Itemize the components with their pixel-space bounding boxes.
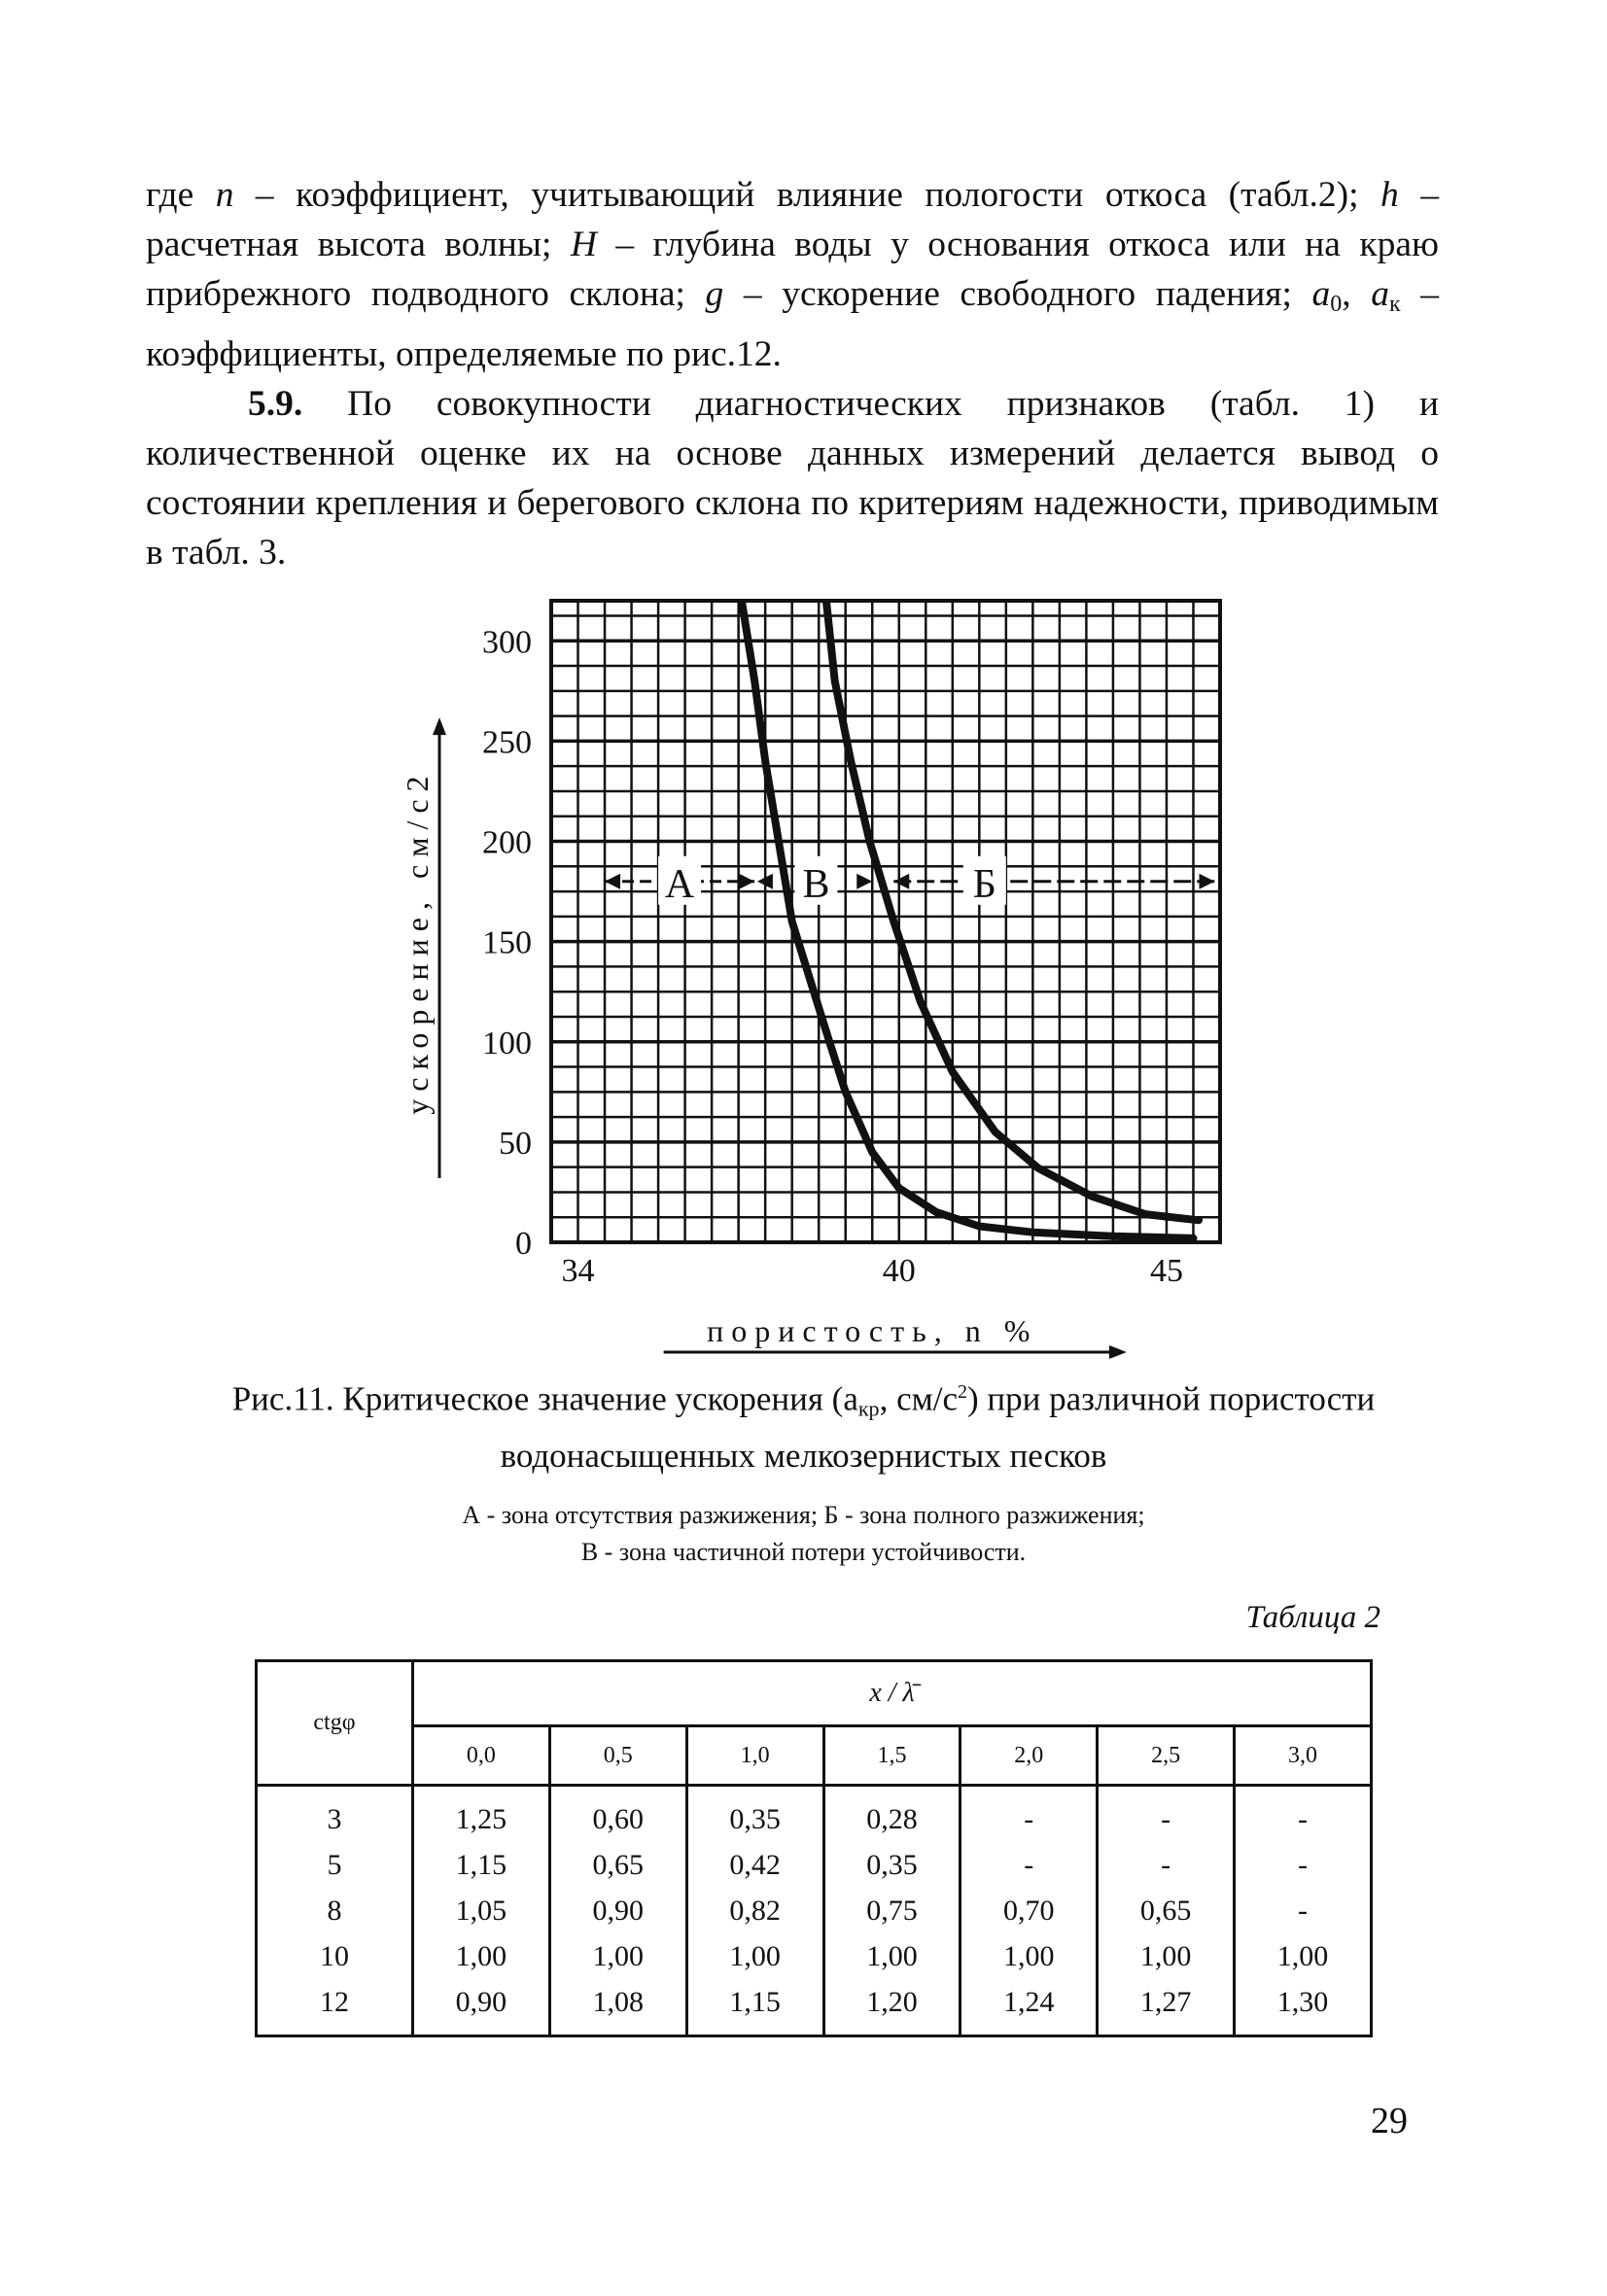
table-row xyxy=(257,1842,1372,1888)
paragraph-5-9-text: По совокупности диагностических признаков (табл. 1) и количественной оценке их на основе данных измерений делается вывод о состоянии крепления и берегового склона по критериям надежности, приводимым в табл. 3. xyxy=(146,384,1439,573)
zone-arrowhead xyxy=(739,874,754,889)
group-header: x / λ̄ xyxy=(413,1661,1372,1726)
row-label: 10 xyxy=(257,1933,413,1979)
table-cell: 1,15 xyxy=(686,1979,823,2036)
table-cell: 1,00 xyxy=(686,1933,823,1979)
zone-arrowhead xyxy=(1199,874,1214,889)
table-cell: 1,20 xyxy=(823,1979,961,2036)
table-cell: 0,60 xyxy=(549,1786,686,1843)
y-tick-label: 250 xyxy=(482,724,532,761)
table-row xyxy=(257,1979,1372,2036)
var-a0-sub: 0 xyxy=(1330,292,1343,317)
table-cell: 1,24 xyxy=(961,1979,1098,2036)
table-cell: 1,00 xyxy=(823,1933,961,1979)
table-cell: 0,42 xyxy=(686,1842,823,1888)
x-tick-label: 40 xyxy=(882,1253,916,1289)
text-run: – ускорение свободного падения; xyxy=(723,274,1312,314)
table-row xyxy=(257,1933,1372,1979)
column-header: 2,0 xyxy=(961,1726,1098,1786)
chart-svg xyxy=(369,583,1225,1348)
table-cell: 1,00 xyxy=(413,1933,550,1979)
column-header: 0,5 xyxy=(549,1726,686,1786)
table-row xyxy=(257,1888,1372,1933)
row-label: 3 xyxy=(257,1786,413,1843)
table-cell: 0,75 xyxy=(823,1888,961,1933)
table-cell: - xyxy=(1235,1888,1372,1933)
caption-legend-line2: В - зона частичной потери устойчивости. xyxy=(580,1537,1027,1566)
y-tick-label: 300 xyxy=(482,624,532,661)
table-cell: - xyxy=(1235,1842,1372,1888)
table-cell: 0,28 xyxy=(823,1786,961,1843)
table-cell: 0,65 xyxy=(1098,1888,1235,1933)
table-cell: 0,82 xyxy=(686,1888,823,1933)
row-header: ctgφ xyxy=(257,1661,413,1786)
var-ak-sub: к xyxy=(1389,292,1401,317)
table-cell: 0,35 xyxy=(823,1842,961,1888)
table-cell: 0,65 xyxy=(549,1842,686,1888)
caption-legend xyxy=(194,1497,1413,1571)
x-axis-label: пористость, n % xyxy=(707,1313,1038,1348)
table-cell: 1,00 xyxy=(961,1933,1098,1979)
zone-arrowhead xyxy=(856,874,872,889)
table-cell: 1,25 xyxy=(413,1786,550,1843)
y-tick-label: 0 xyxy=(515,1226,532,1262)
text-run: – глубина воды у основания откоса или на краю прибрежного подводного склона; xyxy=(146,225,1439,314)
row-label: 12 xyxy=(257,1979,413,2036)
table-cell: 0,70 xyxy=(961,1888,1098,1933)
text-run: где xyxy=(146,175,216,215)
critical-acceleration-curve xyxy=(824,580,1199,1220)
x-axis-arrowhead xyxy=(1109,1345,1127,1359)
figure-11-chart xyxy=(369,583,1225,1348)
figure-caption xyxy=(194,1369,1413,1571)
zone-b-label: Б xyxy=(972,861,996,907)
table-cell: - xyxy=(961,1842,1098,1888)
page-number: 29 xyxy=(1371,2101,1408,2141)
table-cell: - xyxy=(1098,1786,1235,1843)
var-H: H xyxy=(570,225,597,264)
y-axis-arrowhead xyxy=(433,717,446,735)
section-number: 5.9. xyxy=(248,384,303,424)
y-axis-label: ускорение, см/с2 xyxy=(400,768,435,1115)
table-title: Таблица 2 xyxy=(1245,1600,1380,1635)
row-label: 8 xyxy=(257,1888,413,1933)
var-n: n xyxy=(215,175,234,215)
y-tick-label: 200 xyxy=(482,824,532,861)
y-tick-label: 50 xyxy=(499,1125,532,1162)
column-header: 3,0 xyxy=(1235,1726,1372,1786)
text-run: , xyxy=(1342,274,1372,314)
table-cell: 1,05 xyxy=(413,1888,550,1933)
caption-legend-line1: А - зона отсутствия разжижения; Б - зона полного разжижения; xyxy=(462,1500,1145,1529)
column-header: 1,5 xyxy=(823,1726,961,1786)
table-cell: 0,35 xyxy=(686,1786,823,1843)
zone-a-label: А xyxy=(664,861,695,907)
x-tick-label: 45 xyxy=(1149,1253,1183,1289)
column-header: 0,0 xyxy=(413,1726,550,1786)
row-label: 5 xyxy=(257,1842,413,1888)
table-cell: - xyxy=(961,1786,1098,1843)
table-cell: 1,00 xyxy=(1235,1933,1372,1979)
var-a0: a xyxy=(1311,274,1331,314)
y-tick-label: 100 xyxy=(482,1025,532,1061)
table-row xyxy=(257,1786,1372,1843)
paragraph-definitions xyxy=(146,170,1439,577)
table-cell: - xyxy=(1235,1786,1372,1843)
var-g: g xyxy=(705,274,724,314)
table-cell: 1,08 xyxy=(549,1979,686,2036)
plot-frame xyxy=(551,601,1220,1242)
table-cell: 0,90 xyxy=(549,1888,686,1933)
text-run: – коэффициенты, определяемые по рис.12. xyxy=(146,274,1440,374)
table-cell: 1,30 xyxy=(1235,1979,1372,2036)
text-run: – коэффициент, учитывающий влияние пологости откоса (табл.2); xyxy=(233,175,1381,215)
table-cell: 0,90 xyxy=(413,1979,550,2036)
table-cell: - xyxy=(1098,1842,1235,1888)
table-cell: 1,27 xyxy=(1098,1979,1235,2036)
table-cell: 1,00 xyxy=(1098,1933,1235,1979)
var-h: h xyxy=(1380,175,1399,215)
zone-c-label: В xyxy=(802,861,830,907)
table-cell: 1,00 xyxy=(549,1933,686,1979)
column-header: 1,0 xyxy=(686,1726,823,1786)
text-run: – расчетная высота волны; xyxy=(146,175,1439,264)
table-cell: 1,15 xyxy=(413,1842,550,1888)
critical-acceleration-curve xyxy=(739,580,1194,1238)
x-tick-label: 34 xyxy=(561,1253,595,1289)
zone-arrowhead xyxy=(893,874,909,889)
var-ak: a xyxy=(1371,274,1389,314)
y-tick-label: 150 xyxy=(482,924,532,961)
column-header: 2,5 xyxy=(1098,1726,1235,1786)
table-2 xyxy=(255,1659,1373,2037)
caption-main: Рис.11. Критическое значение ускорения ($a_{кр}$, $см/с^2$) при различной пористости водонасыщенных мелкозернистых песков xyxy=(231,1379,1376,1475)
zone-arrowhead xyxy=(605,874,620,889)
